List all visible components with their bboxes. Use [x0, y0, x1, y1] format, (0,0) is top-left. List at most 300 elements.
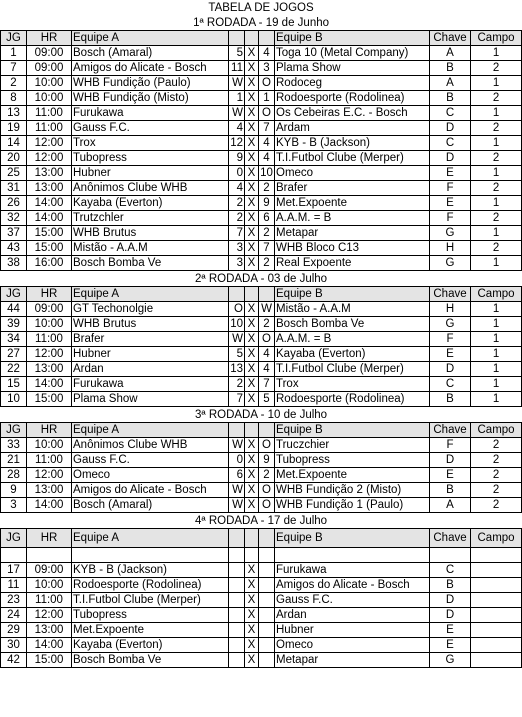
chave: B [430, 392, 471, 407]
table-row [1, 76, 522, 91]
header-chave: Chave [430, 31, 471, 46]
score-a: 5 [229, 347, 245, 362]
blank-cell [259, 548, 275, 563]
team-a: Anônimos Clube WHB [72, 438, 229, 453]
campo: 2 [471, 211, 522, 226]
game-time: 13:00 [27, 483, 72, 498]
header-chave: Chave [430, 287, 471, 302]
table-row [1, 46, 522, 61]
score-b: W [259, 302, 275, 317]
table-row [1, 498, 522, 513]
game-time: 10:00 [27, 76, 72, 91]
campo: 1 [471, 377, 522, 392]
chave: C [430, 136, 471, 151]
score-separator: X [245, 226, 259, 241]
header-score-a [229, 529, 245, 548]
score-separator: X [245, 377, 259, 392]
table-row [1, 653, 522, 668]
team-b: Rodoceg [275, 76, 430, 91]
campo: 1 [471, 76, 522, 91]
team-b: Amigos do Alicate - Bosch [275, 578, 430, 593]
score-b: 2 [259, 317, 275, 332]
game-time: 10:00 [27, 578, 72, 593]
chave: B [430, 91, 471, 106]
team-a: WHB Fundição (Paulo) [72, 76, 229, 91]
team-b: Ardan [275, 608, 430, 623]
game-time: 13:00 [27, 181, 72, 196]
table-row [1, 608, 522, 623]
blank-cell [275, 548, 430, 563]
game-number: 28 [1, 468, 27, 483]
score-a [229, 578, 245, 593]
table-row [1, 377, 522, 392]
team-a: KYB - B (Jackson) [72, 563, 229, 578]
header-campo: Campo [471, 529, 522, 548]
team-a: Furukawa [72, 377, 229, 392]
campo: 2 [471, 483, 522, 498]
campo: 2 [471, 241, 522, 256]
header-score-b [259, 31, 275, 46]
chave: D [430, 593, 471, 608]
game-number: 24 [1, 608, 27, 623]
game-time: 11:00 [27, 453, 72, 468]
chave: E [430, 623, 471, 638]
table-row [1, 226, 522, 241]
game-number: 27 [1, 347, 27, 362]
blank-cell [430, 548, 471, 563]
blank-cell [27, 548, 72, 563]
campo [471, 638, 522, 653]
game-time: 15:00 [27, 226, 72, 241]
campo: 1 [471, 362, 522, 377]
team-b: Omeco [275, 638, 430, 653]
campo [471, 578, 522, 593]
team-b: Mistão - A.A.M [275, 302, 430, 317]
header-campo: Campo [471, 423, 522, 438]
game-number: 22 [1, 362, 27, 377]
team-a: Kayaba (Everton) [72, 196, 229, 211]
score-separator: X [245, 578, 259, 593]
chave: B [430, 61, 471, 76]
table-row [1, 166, 522, 181]
score-a [229, 608, 245, 623]
game-time: 09:00 [27, 302, 72, 317]
chave: G [430, 653, 471, 668]
header-hr: HR [27, 31, 72, 46]
score-a: 13 [230, 363, 243, 375]
header-chave: Chave [430, 529, 471, 548]
game-number: 17 [1, 563, 27, 578]
round-title-row [1, 271, 522, 287]
team-b: Hubner [275, 623, 430, 638]
team-a: Bosch Bomba Ve [72, 653, 229, 668]
chave: A [430, 76, 471, 91]
game-time: 14:00 [27, 211, 72, 226]
page-title: TABELA DE JOGOS [208, 1, 314, 14]
score-b: O [259, 498, 275, 513]
round-title-row [1, 15, 522, 31]
campo: 2 [471, 121, 522, 136]
score-a: 1 [229, 91, 245, 106]
score-separator: X [245, 256, 259, 271]
game-number: 39 [1, 317, 27, 332]
chave: D [430, 608, 471, 623]
score-separator: X [245, 468, 259, 483]
chave: E [430, 468, 471, 483]
team-b: KYB - B (Jackson) [275, 136, 430, 151]
blank-cell [1, 548, 27, 563]
chave: G [430, 226, 471, 241]
team-b: Brafer [275, 181, 430, 196]
game-time: 12:00 [27, 608, 72, 623]
score-b [259, 593, 275, 608]
team-a: Mistão - A.A.M [72, 241, 229, 256]
game-time: 12:00 [27, 468, 72, 483]
game-number: 20 [1, 151, 27, 166]
chave: F [430, 211, 471, 226]
header-team-a: Equipe A [72, 287, 229, 302]
score-separator: X [245, 317, 259, 332]
round-title: 2ª RODADA - 03 de Julho [1, 271, 522, 287]
score-b: 7 [259, 241, 275, 256]
score-separator: X [245, 211, 259, 226]
game-time: 09:00 [27, 61, 72, 76]
team-b: Gauss F.C. [275, 593, 430, 608]
team-b: Rodoesporte (Rodolinea) [275, 392, 430, 407]
game-number: 11 [1, 578, 27, 593]
score-separator: X [245, 91, 259, 106]
game-number: 42 [1, 653, 27, 668]
score-b: 4 [259, 46, 275, 61]
game-number: 15 [1, 377, 27, 392]
game-number: 25 [1, 166, 27, 181]
campo: 1 [471, 392, 522, 407]
game-number: 14 [1, 136, 27, 151]
team-a: Tubopress [72, 151, 229, 166]
score-a: W [229, 332, 245, 347]
title-row [1, 0, 522, 15]
team-a: Gauss F.C. [72, 453, 229, 468]
score-separator: X [245, 121, 259, 136]
chave: F [430, 438, 471, 453]
team-a: Rodoesporte (Rodolinea) [72, 578, 229, 593]
game-number: 38 [1, 256, 27, 271]
round-title: 4ª RODADA - 17 de Julho [1, 513, 522, 529]
score-b: 2 [259, 181, 275, 196]
score-separator: X [245, 608, 259, 623]
chave: G [430, 256, 471, 271]
team-b: Rodoesporte (Rodolinea) [275, 91, 430, 106]
campo: 1 [471, 226, 522, 241]
team-a: Furukawa [72, 106, 229, 121]
game-time: 13:00 [27, 362, 72, 377]
campo: 2 [471, 181, 522, 196]
chave: D [430, 453, 471, 468]
score-separator: X [245, 46, 259, 61]
score-b: 7 [259, 121, 275, 136]
game-time: 11:00 [27, 332, 72, 347]
score-separator: X [245, 302, 259, 317]
game-number: 13 [1, 106, 27, 121]
team-a: GT Techonolgie [72, 302, 229, 317]
team-b: Plama Show [275, 61, 430, 76]
chave: D [430, 121, 471, 136]
score-separator: X [245, 181, 259, 196]
team-a: WHB Fundição (Misto) [72, 91, 229, 106]
header-chave: Chave [430, 423, 471, 438]
campo: 2 [471, 61, 522, 76]
score-separator: X [245, 498, 259, 513]
game-number: 37 [1, 226, 27, 241]
score-a: 5 [229, 46, 245, 61]
score-separator: X [245, 638, 259, 653]
score-b [259, 638, 275, 653]
campo: 2 [471, 498, 522, 513]
game-time: 11:00 [27, 121, 72, 136]
team-b: Furukawa [275, 563, 430, 578]
game-number: 21 [1, 453, 27, 468]
team-b: Real Expoente [275, 256, 430, 271]
game-time: 15:00 [27, 241, 72, 256]
game-time: 14:00 [27, 377, 72, 392]
game-time: 14:00 [27, 498, 72, 513]
game-number: 34 [1, 332, 27, 347]
game-number: 31 [1, 181, 27, 196]
chave: A [430, 46, 471, 61]
chave: H [430, 241, 471, 256]
team-a: Bosch (Amaral) [72, 498, 229, 513]
header-score-a [229, 287, 245, 302]
score-b: O [259, 483, 275, 498]
header-team-b: Equipe B [275, 529, 430, 548]
score-a: 12 [230, 137, 243, 149]
table-row [1, 468, 522, 483]
table-row [1, 347, 522, 362]
score-a: W [229, 106, 245, 121]
score-b: 4 [259, 151, 275, 166]
team-a: Met.Expoente [72, 623, 229, 638]
team-a: Tubopress [72, 608, 229, 623]
game-number: 1 [1, 46, 27, 61]
campo: 1 [471, 106, 522, 121]
team-b: Trox [275, 377, 430, 392]
table-row [1, 362, 522, 377]
table-row [1, 623, 522, 638]
score-separator: X [245, 166, 259, 181]
campo: 2 [471, 438, 522, 453]
score-a: 2 [229, 211, 245, 226]
game-number: 3 [1, 498, 27, 513]
game-time: 11:00 [27, 593, 72, 608]
team-b: WHB Bloco C13 [275, 241, 430, 256]
score-separator: X [245, 61, 259, 76]
team-b: Metapar [275, 653, 430, 668]
header-jg: JG [1, 31, 27, 46]
game-number: 30 [1, 638, 27, 653]
game-time: 09:00 [27, 46, 72, 61]
team-a: Bosch (Amaral) [72, 46, 229, 61]
score-b: 9 [259, 453, 275, 468]
score-separator: X [245, 438, 259, 453]
game-number: 23 [1, 593, 27, 608]
team-b: WHB Fundição 1 (Paulo) [275, 498, 430, 513]
table-row [1, 302, 522, 317]
campo [471, 608, 522, 623]
table-row [1, 241, 522, 256]
table-row [1, 332, 522, 347]
chave: C [430, 106, 471, 121]
team-a: Ardan [72, 362, 229, 377]
game-number: 8 [1, 91, 27, 106]
team-a: Anônimos Clube WHB [72, 181, 229, 196]
campo: 2 [471, 468, 522, 483]
table-row [1, 61, 522, 76]
score-a: 3 [229, 256, 245, 271]
score-a: 7 [229, 392, 245, 407]
blank-row [1, 548, 522, 563]
team-b: Met.Expoente [275, 196, 430, 211]
score-separator: X [245, 483, 259, 498]
header-sep [245, 31, 259, 46]
team-b: Kayaba (Everton) [275, 347, 430, 362]
round-title-row [1, 513, 522, 529]
game-number: 32 [1, 211, 27, 226]
game-time: 12:00 [27, 347, 72, 362]
score-b: 10 [260, 167, 273, 179]
campo: 1 [471, 347, 522, 362]
game-time: 11:00 [27, 106, 72, 121]
game-time: 13:00 [27, 166, 72, 181]
header-jg: JG [1, 423, 27, 438]
score-separator: X [245, 453, 259, 468]
score-b: 7 [259, 377, 275, 392]
game-time: 15:00 [27, 392, 72, 407]
game-time: 12:00 [27, 151, 72, 166]
header-row [1, 287, 522, 302]
header-team-a: Equipe A [72, 423, 229, 438]
game-time: 09:00 [27, 563, 72, 578]
score-separator: X [245, 347, 259, 362]
chave: E [430, 638, 471, 653]
score-a: O [229, 302, 245, 317]
campo: 1 [471, 256, 522, 271]
table-row [1, 181, 522, 196]
score-b [259, 578, 275, 593]
score-a: 2 [229, 196, 245, 211]
game-number: 19 [1, 121, 27, 136]
score-a [229, 638, 245, 653]
score-b: O [259, 106, 275, 121]
score-b: 1 [259, 91, 275, 106]
team-a: Bosch Bomba Ve [72, 256, 229, 271]
campo: 1 [471, 136, 522, 151]
chave: G [430, 317, 471, 332]
score-separator: X [245, 623, 259, 638]
score-a: 11 [229, 61, 245, 76]
header-team-b: Equipe B [275, 423, 430, 438]
team-a: Brafer [72, 332, 229, 347]
table-row [1, 563, 522, 578]
game-number: 43 [1, 241, 27, 256]
team-a: Hubner [72, 166, 229, 181]
score-separator: X [245, 151, 259, 166]
header-score-b [259, 529, 275, 548]
header-jg: JG [1, 529, 27, 548]
game-number: 29 [1, 623, 27, 638]
table-row [1, 392, 522, 407]
score-a: 4 [229, 121, 245, 136]
team-a: WHB Brutus [72, 317, 229, 332]
table-row [1, 211, 522, 226]
team-b: Ardam [275, 121, 430, 136]
score-a: 7 [229, 226, 245, 241]
team-a: Amigos do Alicate - Bosch [72, 61, 229, 76]
header-team-b: Equipe B [275, 31, 430, 46]
score-b: O [259, 438, 275, 453]
table-row [1, 593, 522, 608]
header-sep [245, 529, 259, 548]
game-number: 10 [1, 392, 27, 407]
team-a: Trox [72, 136, 229, 151]
game-number: 44 [1, 302, 27, 317]
score-a: 3 [229, 241, 245, 256]
header-team-a: Equipe A [72, 529, 229, 548]
chave: C [430, 377, 471, 392]
chave: F [430, 181, 471, 196]
score-b [259, 623, 275, 638]
table-row [1, 151, 522, 166]
blank-cell [471, 548, 522, 563]
score-separator: X [245, 593, 259, 608]
score-b: 5 [259, 392, 275, 407]
team-b: Metapar [275, 226, 430, 241]
game-time: 14:00 [27, 638, 72, 653]
campo: 2 [471, 151, 522, 166]
score-a: W [229, 438, 245, 453]
header-score-b [259, 423, 275, 438]
game-time: 12:00 [27, 136, 72, 151]
header-campo: Campo [471, 31, 522, 46]
score-a: W [229, 76, 245, 91]
header-row [1, 529, 522, 548]
game-number: 9 [1, 483, 27, 498]
chave: B [430, 578, 471, 593]
campo [471, 593, 522, 608]
game-time: 13:00 [27, 623, 72, 638]
score-a [229, 563, 245, 578]
chave: A [430, 498, 471, 513]
score-b: 2 [259, 468, 275, 483]
blank-cell [229, 548, 245, 563]
score-b: 4 [259, 347, 275, 362]
chave: D [430, 362, 471, 377]
team-a: Hubner [72, 347, 229, 362]
score-a: 2 [229, 377, 245, 392]
chave: E [430, 347, 471, 362]
header-team-a: Equipe A [72, 31, 229, 46]
campo: 1 [471, 166, 522, 181]
campo: 1 [471, 302, 522, 317]
round-title: 1ª RODADA - 19 de Junho [1, 15, 522, 31]
header-sep [245, 423, 259, 438]
score-separator: X [245, 563, 259, 578]
score-a: 0 [229, 453, 245, 468]
header-hr: HR [27, 529, 72, 548]
campo: 1 [471, 332, 522, 347]
game-time: 10:00 [27, 438, 72, 453]
game-time: 15:00 [27, 653, 72, 668]
score-separator: X [245, 241, 259, 256]
